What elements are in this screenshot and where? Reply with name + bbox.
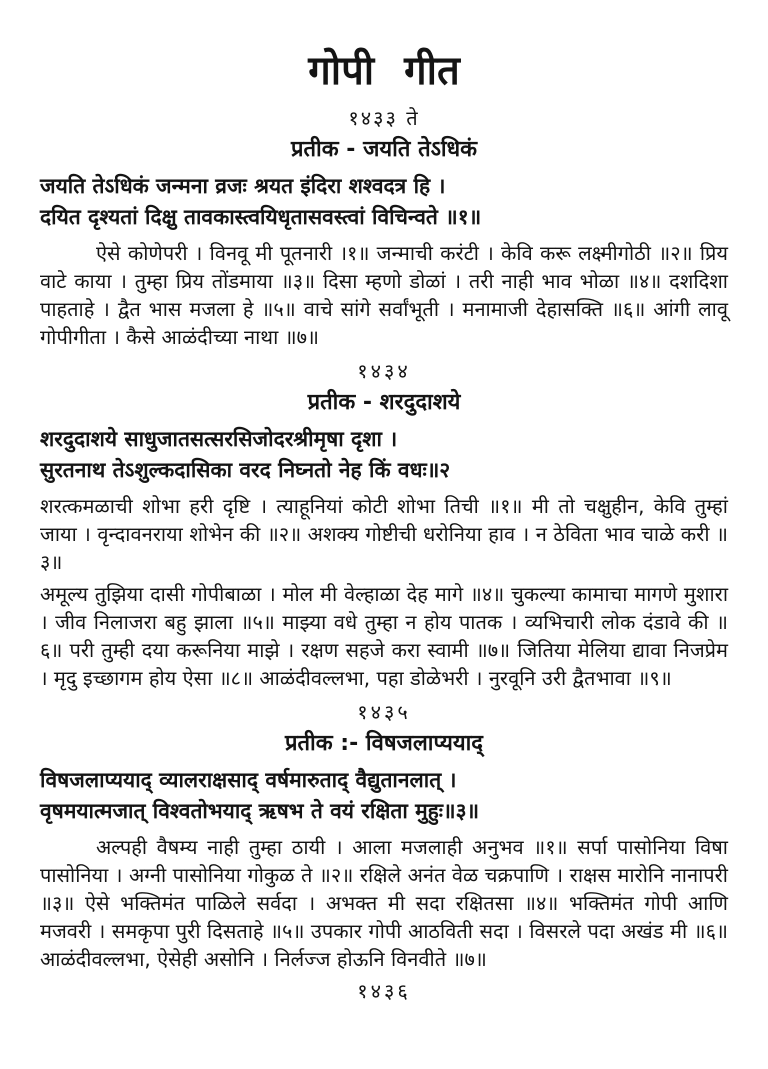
section-number: १४३४ xyxy=(357,359,411,383)
commentary-paragraph: अल्पही वैषम्य नाही तुम्हा ठायी । आला मजलाही अनुभव ॥१॥ सर्पा पासोनिया विषा पासोनिया । अग्नी पासोनिया गोकुळ ते ॥२॥ रक्षिले अनंत वेळ चक्रपाणि । राक्षस मारोनि नानापरी ॥३॥ ऐसे भक्तिमंत पाळिले सर्वदा । अभक्त मी सदा रक्षितसा ॥४॥ भक्तिमंत गोपी आणि मजवरी । समकृपा पुरी दिसताहे ॥५॥ उपकार गोपी आठविती सदा । विसरले पदा अखंड मी ॥६॥ आळंदीवल्लभा, ऐसेही असोनि । निर्लज्ज होऊनि विनवीते ॥७॥ xyxy=(40,835,728,971)
shloka-line: वृषमयात्मजात् विश्वतोभयाद् ऋषभ ते वयं रक्षिता मुहुः॥३॥ xyxy=(40,799,480,823)
verse-range-note: १४३३ ते xyxy=(348,106,420,130)
section-2 xyxy=(40,357,728,692)
commentary-paragraph: ऐसे कोणेपरी । विनवू मी पूतनारी ।१॥ जन्माची करंटी । केवि करू लक्ष्मीगोठी ॥२॥ प्रिय वाटे काया । तुम्हा प्रिय तोंडमाया ॥३॥ दिसा म्हणो डोळां । तरी नाही भाव भोळा ॥४॥ दशदिशा पाहताहे । द्वैत भास मजला हे ॥५॥ वाचे सांगे सर्वांभूती । मनामाजी देहासक्ति ॥६॥ आंगी लावू गोपीगीता । कैसे आळंदीच्या नाथा ॥७॥ xyxy=(40,241,728,349)
section-3 xyxy=(40,698,728,973)
shloka xyxy=(40,765,728,827)
shloka xyxy=(40,171,728,233)
commentary-paragraph: अमूल्य तुझिया दासी गोपीबाळा । मोल मी वेल्हाळा देह मागे ॥४॥ चुकल्या कामाचा मागणे मुशारा । जीव निलाजरा बहु झाला ॥५॥ माझ्या वधे तुम्हा न होय पातक । व्यभिचारी लोक दंडावे की ॥६॥ परी तुम्ही दया करूनिया माझे । रक्षण सहजे करा स्वामी ॥७॥ जितिया मेलिया द्यावा निजप्रेम । मृदु इच्छागम होय ऐसा ॥८॥ आळंदीवल्लभा, पहा डोळेभरी । नुरवूनि उरी द्वैतभावा ॥९॥ xyxy=(40,582,728,690)
shloka-line: जयति तेऽधिकं जन्मना व्रजः श्रयत इंदिरा शश्वदत्र हि । xyxy=(40,174,446,198)
page-title: गोपी गीत xyxy=(308,48,460,94)
next-section-number: १४३६ xyxy=(357,979,411,1003)
section-1 xyxy=(40,133,728,351)
section-heading: प्रतीक :- विषजलाप्ययाद् xyxy=(284,731,483,756)
shloka-line: विषजलाप्ययाद् व्यालराक्षसाद् वर्षमारुताद् वैद्युतानलात् । xyxy=(40,768,457,792)
section-heading: प्रतीक - शरदुदाशये xyxy=(307,390,461,415)
section-number: १४३५ xyxy=(357,700,411,724)
commentary-paragraph: शरत्कमळाची शोभा हरी दृष्टि । त्याहूनियां कोटी शोभा तिची ॥१॥ मी तो चक्षुहीन, केवि तुम्हां जाया । वृन्दावनराया शोभेन की ॥२॥ अशक्य गोष्टीची धरोनिया हाव । न ठेविता भाव चाळे करी ॥३॥ xyxy=(40,494,728,574)
shloka xyxy=(40,424,728,486)
section-heading: प्रतीक - जयति तेऽधिकं xyxy=(290,137,478,162)
shloka-line: सुरतनाथ तेऽशुल्कदासिका वरद निघ्नतो नेह किं वधः॥२ xyxy=(40,458,451,482)
shloka-line: शरदुदाशये साधुजातसत्सरसिजोदरश्रीमृषा दृशा । xyxy=(40,427,398,451)
shloka-line: दयित दृश्यतां दिक्षु तावकास्त्वयिधृतासवस्त्वां विचिन्वते ॥१॥ xyxy=(40,205,482,229)
